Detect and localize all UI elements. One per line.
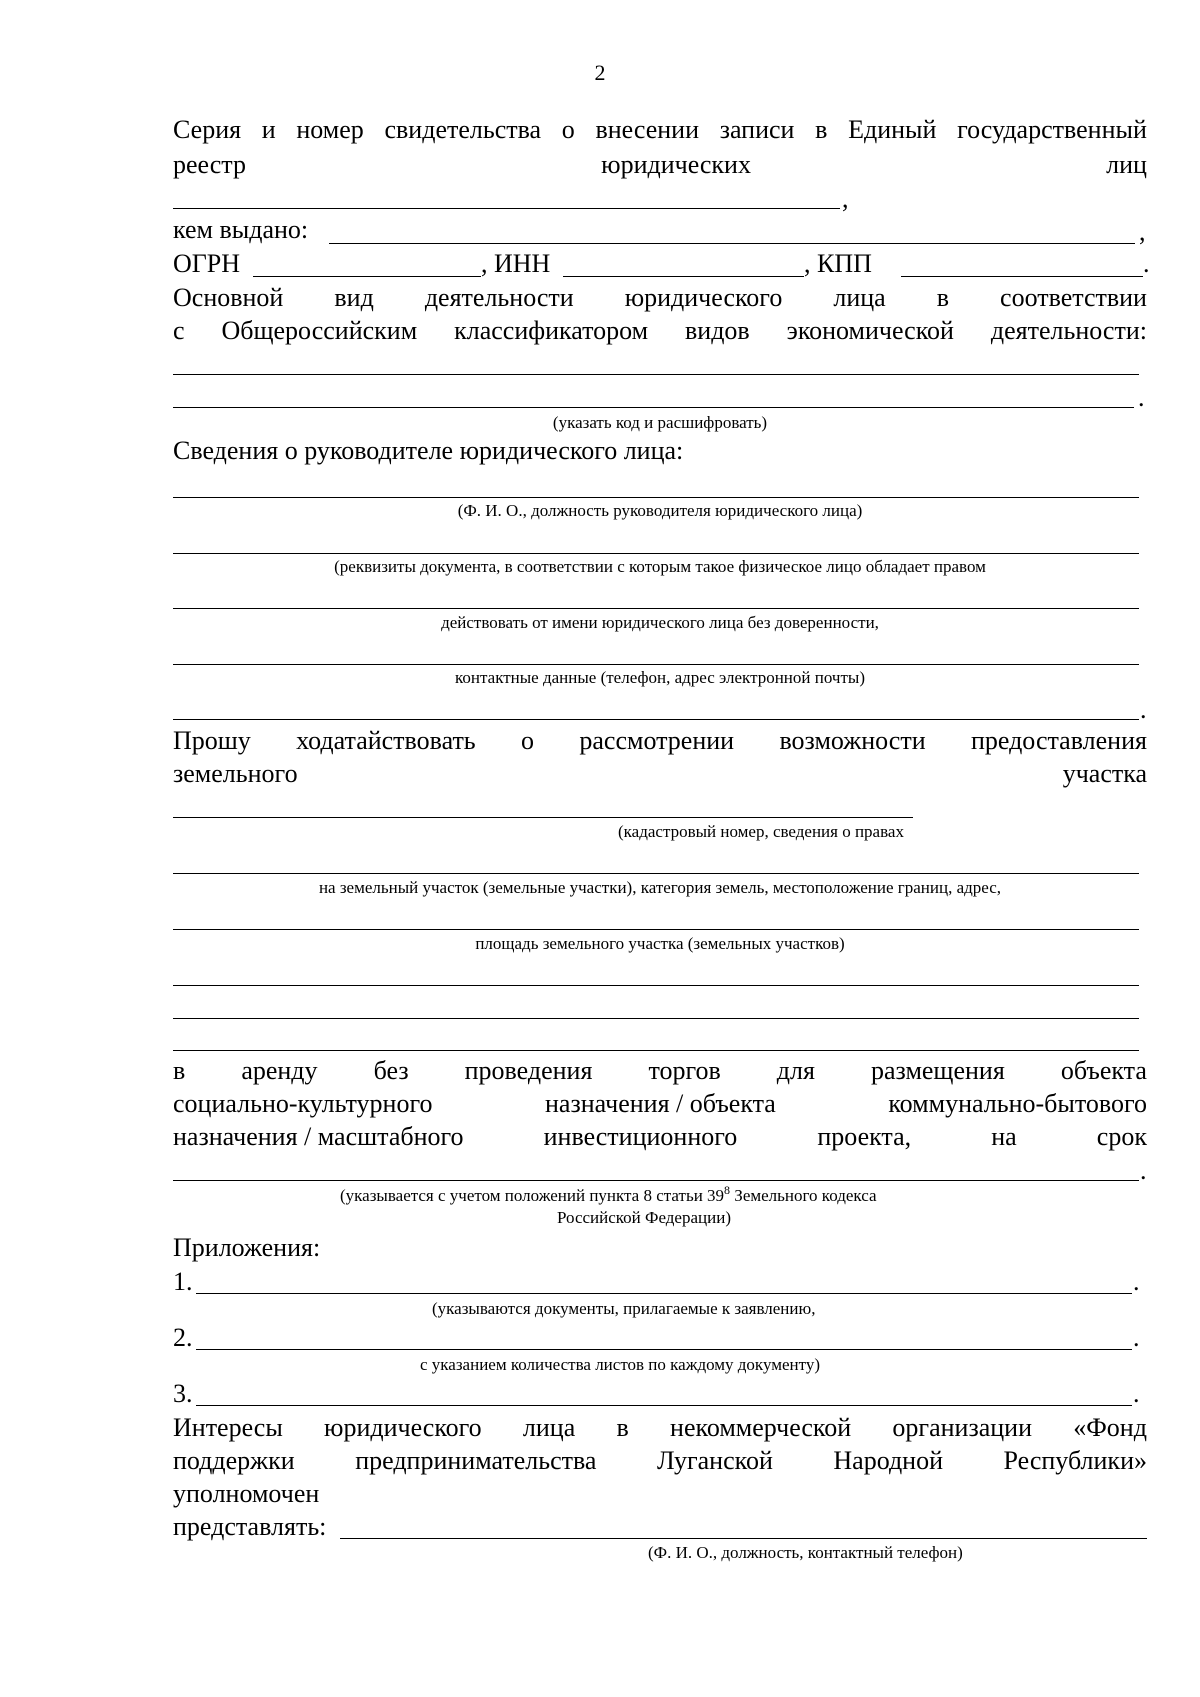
word: назначения / масштабного [173,1122,464,1151]
activity-line-2 [173,318,1147,344]
word: земельного [173,759,298,788]
request-hint-2: на земельный участок (земельные участки), категория земель, местоположение границ, адрес, [318,878,1002,897]
comma: , [1139,217,1146,246]
land-plot-field-5[interactable] [173,1018,1139,1019]
activity-line-1 [173,285,1147,311]
certificate-number-field[interactable] [173,208,840,209]
land-plot-field-1[interactable] [173,817,913,818]
attachments-hint-1: (указываются документы, прилагаемые к заявлению, [432,1299,816,1318]
word: Луганской [656,1446,773,1475]
activity-hint: (указать код и расшифровать) [552,413,768,432]
word: в [936,283,950,312]
word: и [261,115,276,144]
hint-text: Земельного кодекса [730,1186,877,1205]
certificate-line-2 [173,152,1147,178]
word: в [815,115,828,144]
head-hint-1: (Ф. И. О., должность руководителя юридического лица) [457,501,863,520]
word: юридического [324,1413,482,1442]
word: Прошу [173,726,251,755]
representative-line-4: представлять: [173,1512,327,1541]
word: Серия [173,115,242,144]
word: коммунально-бытового [888,1089,1147,1118]
representative-line-1 [173,1415,1147,1441]
request-line-1 [173,728,1147,754]
head-extra-field[interactable] [173,719,1139,720]
lease-line-1 [173,1058,1147,1084]
period: . [1140,695,1147,724]
certificate-line-1 [173,117,1147,143]
word: поддержки [173,1446,295,1475]
head-name-field[interactable] [173,497,1139,498]
word: ходатайствовать [296,726,476,755]
head-authority-field[interactable] [173,608,1139,609]
word: Общероссийским [221,316,418,345]
word: деятельности [424,283,574,312]
attachments-hint-2: с указанием количества листов по каждому документу) [420,1355,820,1374]
land-plot-field-2[interactable] [173,873,1139,874]
word: назначения / объекта [544,1089,776,1118]
word: юридических [601,150,751,179]
issued-by-field[interactable] [329,243,1135,244]
period: . [1133,1379,1140,1408]
word: экономической [786,316,954,345]
word: Народной [833,1446,944,1475]
word: соответствии [1000,283,1147,312]
representative-hint: (Ф. И. О., должность, контактный телефон) [648,1543,963,1562]
word: некоммерческой [670,1413,852,1442]
representative-field[interactable] [340,1538,1147,1539]
attachment-number-1: 1. [173,1267,193,1296]
representative-line-3: уполномочен [173,1479,320,1508]
word: размещения [871,1056,1005,1085]
word: аренду [241,1056,318,1085]
word: Интересы [173,1413,283,1442]
request-hint-3: площадь земельного участка (земельных участков) [475,934,845,953]
word: «Фонд [1073,1413,1147,1442]
lease-term-field[interactable] [173,1180,1139,1181]
kpp-field[interactable] [901,276,1143,277]
head-contacts-field[interactable] [173,664,1139,665]
word: вид [334,283,374,312]
word: о [521,726,535,755]
issued-by-label: кем выдано: [173,215,309,244]
word: государственный [957,115,1147,144]
attachment-number-3: 3. [173,1379,193,1408]
attachment-field-1[interactable] [196,1293,1132,1294]
lease-line-3 [173,1124,1147,1150]
word: с [173,316,185,345]
word: классификатором [454,316,649,345]
word: срок [1096,1122,1147,1151]
word: на [991,1122,1017,1151]
word: для [776,1056,815,1085]
word: проекта, [817,1122,912,1151]
word: Единый [848,115,937,144]
period: . [1133,1267,1140,1296]
inn-field[interactable] [563,276,804,277]
activity-field-1[interactable] [173,374,1139,375]
word: участка [1062,759,1147,788]
head-hint-2: (реквизиты документа, в соответствии с которым такое физическое лицо обладает правом [334,557,986,576]
word: инвестиционного [543,1122,738,1151]
word: в [173,1056,186,1085]
word: социально-культурного [173,1089,433,1118]
word: юридического [624,283,783,312]
word: объекта [1060,1056,1147,1085]
attachment-number-2: 2. [173,1323,193,1352]
word: организации [892,1413,1032,1442]
inn-label: , ИНН [481,249,551,278]
word: возможности [779,726,926,755]
word: проведения [464,1056,593,1085]
word: номер [296,115,364,144]
word: без [373,1056,409,1085]
ogrn-field[interactable] [253,276,481,277]
word: в [616,1413,629,1442]
head-hint-3: действовать от имени юридического лица без доверенности, [441,613,879,632]
word: лиц [1106,150,1147,179]
word: деятельности: [990,316,1147,345]
land-plot-field-3[interactable] [173,929,1139,930]
land-plot-field-4[interactable] [173,985,1139,986]
word: внесении [595,115,699,144]
attachments-title: Приложения: [173,1233,321,1262]
activity-field-2[interactable] [173,407,1134,408]
head-document-field[interactable] [173,553,1139,554]
word: предоставления [970,726,1147,755]
request-line-2 [173,761,1147,787]
land-plot-field-6[interactable] [173,1050,1139,1051]
superscript: 8 [724,1183,731,1197]
word: Основной [173,283,284,312]
head-title: Сведения о руководителе юридического лица: [173,436,684,465]
attachment-field-3[interactable] [196,1405,1132,1406]
word: видов [685,316,750,345]
lease-hint-1 [340,1183,877,1205]
word: лица [833,283,886,312]
word: торгов [648,1056,721,1085]
comma: , [842,184,849,213]
period: . [1143,249,1150,278]
word: лица [522,1413,576,1442]
period: . [1133,1323,1140,1352]
word: реестр [173,150,246,179]
kpp-label: , КПП [804,249,872,278]
period: . [1138,383,1145,412]
head-hint-4: контактные данные (телефон, адрес электронной почты) [455,668,865,687]
hint-text: (указывается с учетом положений пункта 8 статьи 39 [340,1186,725,1205]
representative-line-2 [173,1448,1147,1474]
word: о [561,115,575,144]
word: рассмотрении [579,726,735,755]
page-number: 2 [594,60,606,85]
attachment-field-2[interactable] [196,1349,1132,1350]
lease-line-2 [173,1091,1147,1117]
word: предпринимательства [355,1446,597,1475]
period: . [1140,1156,1147,1185]
lease-hint-2: Российской Федерации) [557,1208,731,1227]
request-hint-1: (кадастровый номер, сведения о правах [618,822,904,841]
ogrn-label: ОГРН [173,249,241,278]
word: записи [719,115,795,144]
word: Республики» [1003,1446,1147,1475]
word: свидетельства [384,115,542,144]
